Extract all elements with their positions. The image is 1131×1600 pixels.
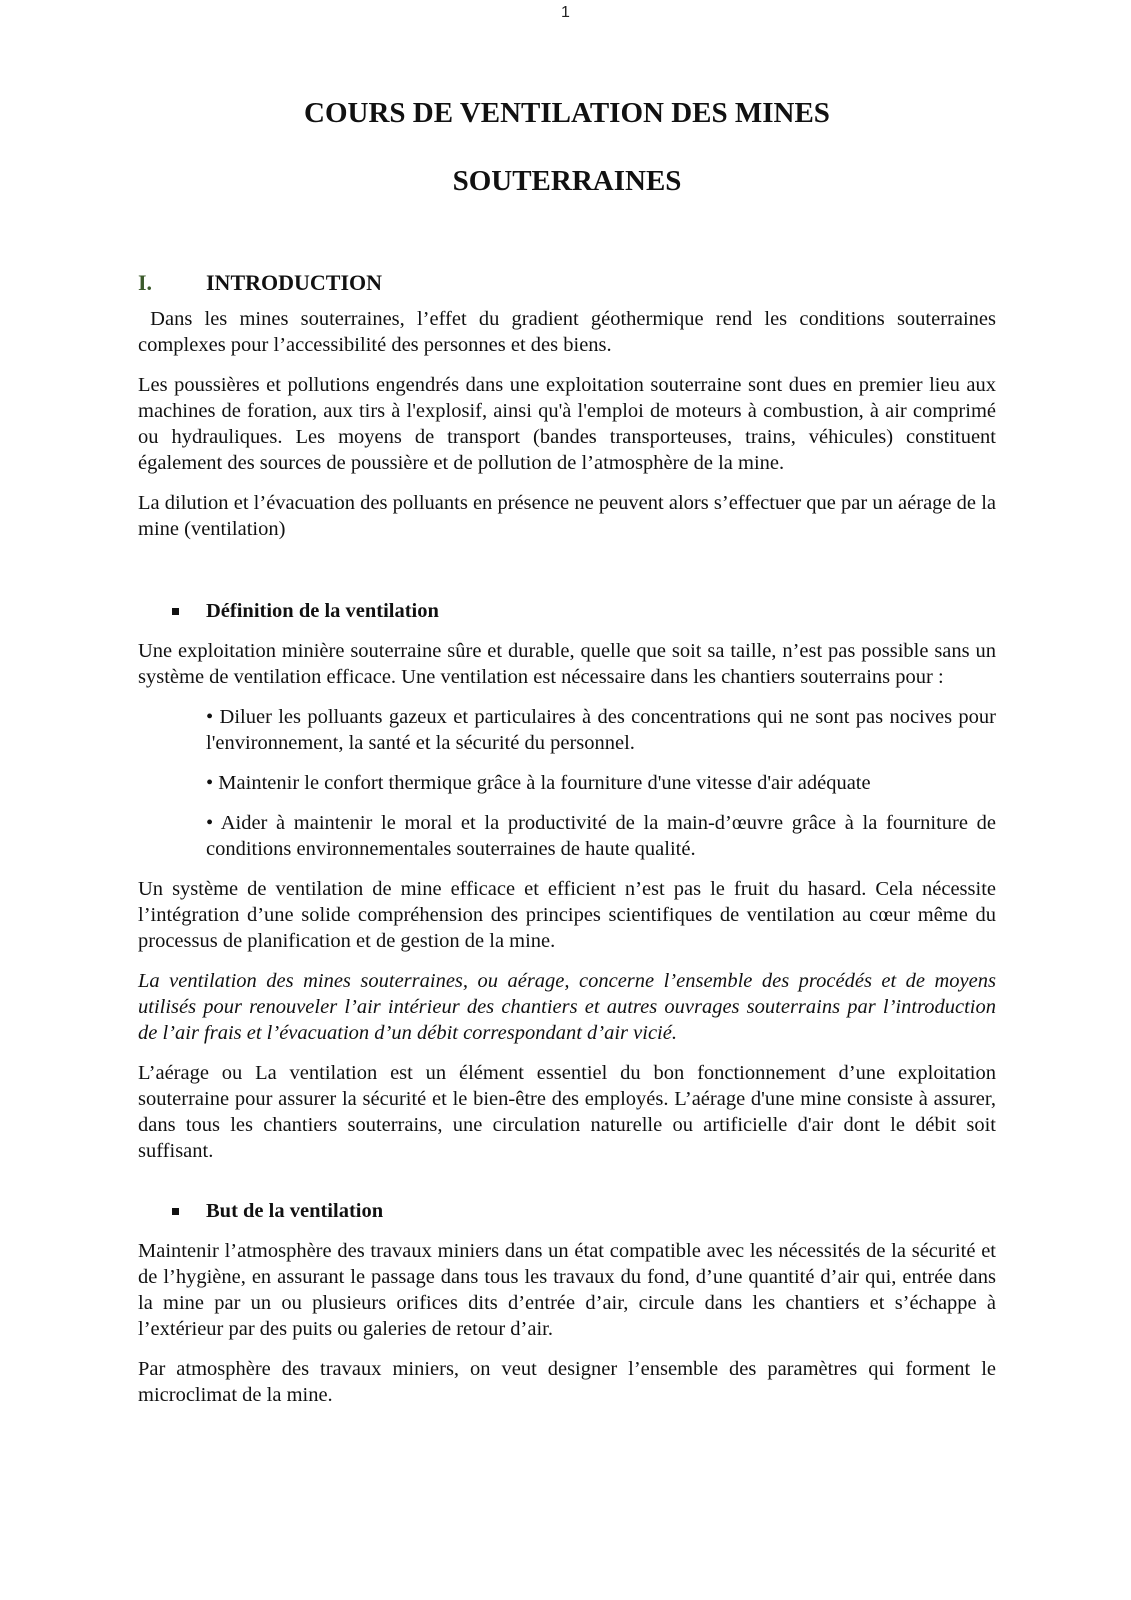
subheading-definition-label: Définition de la ventilation [206, 600, 439, 622]
intro-paragraph-3: La dilution et l’évacuation des polluants en présence ne peuvent alors s’effectuer que par un aérage de la mine (ventilation) [138, 492, 996, 540]
intro-paragraph-2: Les poussières et pollutions engendrés dans une exploitation souterraine sont dues en premier lieu aux machines de foration, aux tirs à l'explosif, ainsi qu'à l'emploi de moteurs à combustion, à air comprimé ou hydrauliques. Les moyens de transport (bandes transporteuses, trains, véhicules) constituent également des sources de poussière et de pollution de l’atmosphère de la mine. [138, 374, 996, 474]
definition-bullet-1: • Diluer les polluants gazeux et particulaires à des concentrations qui ne sont pas nocives pour l'environnement, la santé et la sécurité du personnel. [206, 706, 996, 754]
goal-paragraph-1: Maintenir l’atmosphère des travaux miniers dans un état compatible avec les nécessités de la sécurité et de l’hygiène, en assurant le passage dans tous les travaux du fond, d’une quantité d’air qui, entrée dans la mine par un ou plusieurs orifices dits d’entrée d’air, circule dans les chantiers et s’échappe à l’extérieur par des puits ou galeries de retour d’air. [138, 1240, 996, 1340]
subheading-goal [138, 1198, 996, 1224]
subheading-definition [138, 598, 996, 624]
section-number: I. [138, 270, 153, 295]
subheading-goal-label: But de la ventilation [206, 1200, 384, 1222]
document-body [138, 96, 996, 1422]
document-title-line-1: COURS DE VENTILATION DES MINES [304, 97, 830, 129]
definition-final-paragraph: L’aérage ou La ventilation est un élément essentiel du bon fonctionnement d’une exploitation souterraine pour assurer la sécurité et le bien-être des employés. L’aérage d'une mine consiste à assurer, dans tous les chantiers souterrains, une circulation naturelle ou artificielle d'air dont le débit soit suffisant. [138, 1062, 996, 1162]
square-bullet-icon [172, 1208, 179, 1215]
square-bullet-icon [172, 608, 179, 615]
section-heading-introduction [138, 270, 996, 296]
page-number: 1 [561, 4, 570, 21]
definition-italic-paragraph: La ventilation des mines souterraines, ou aérage, concerne l’ensemble des procédés et de moyens utilisés pour renouveler l’air intérieur des chantiers et autres ouvrages souterrains par l’introduction de l’air frais et l’évacuation d’un débit correspondant d’air vicié. [138, 970, 996, 1044]
definition-paragraph-after: Un système de ventilation de mine efficace et efficient n’est pas le fruit du hasard. Cela nécessite l’intégration d’une solide compréhension des principes scientifiques de ventilation au cœur même du processus de planification et de gestion de la mine. [138, 878, 996, 952]
definition-intro-paragraph: Une exploitation minière souterraine sûre et durable, quelle que soit sa taille, n’est pas possible sans un système de ventilation efficace. Une ventilation est nécessaire dans les chantiers souterrains pour : [138, 640, 996, 688]
section-title: INTRODUCTION [206, 270, 383, 295]
goal-paragraph-2: Par atmosphère des travaux miniers, on veut designer l’ensemble des paramètres qui forment le microclimat de la mine. [138, 1358, 996, 1406]
definition-bullet-3: • Aider à maintenir le moral et la productivité de la main-d’œuvre grâce à la fourniture de conditions environnementales souterraines de haute qualité. [206, 812, 996, 860]
definition-bullet-2: • Maintenir le confort thermique grâce à la fourniture d'une vitesse d'air adéquate [206, 772, 871, 794]
document-title-line-2: SOUTERRAINES [452, 165, 682, 197]
intro-paragraph-1: Dans les mines souterraines, l’effet du gradient géothermique rend les conditions souterraines complexes pour l’accessibilité des personnes et des biens. [138, 308, 996, 356]
